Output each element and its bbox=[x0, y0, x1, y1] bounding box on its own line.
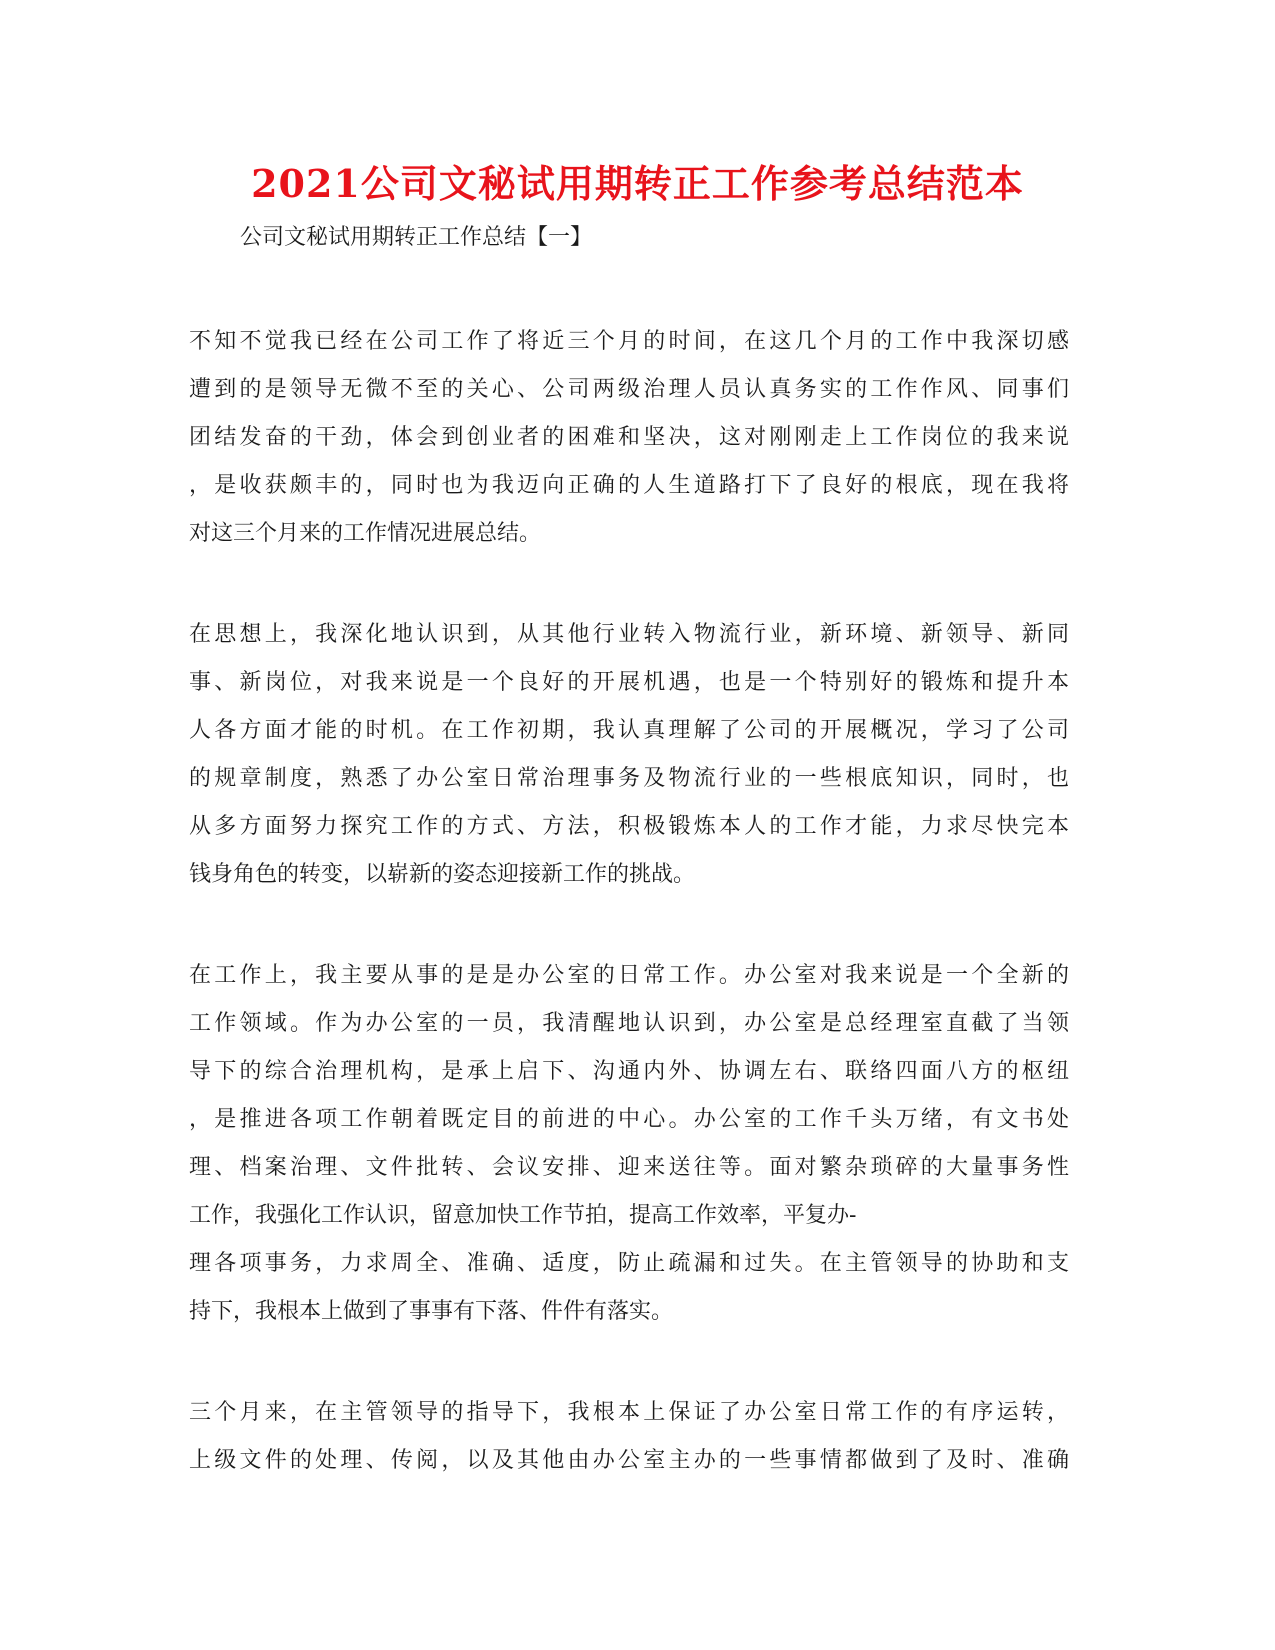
paragraph-line: 工作，我强化工作认识，留意加快工作节拍，提高工作效率，平复办- bbox=[189, 1203, 857, 1228]
document-title: 2021公司文秘试用期转正工作参考总结范本 bbox=[251, 161, 1024, 206]
paragraph-line: 对这三个月来的工作情况进展总结。 bbox=[189, 521, 542, 546]
paragraph-line: 在工作上，我主要从事的是是办公室的日常工作。办公室对我来说是一个全新的 bbox=[189, 963, 1069, 988]
paragraph-line: 事、新岗位，对我来说是一个良好的开展机遇，也是一个特别好的锻炼和提升本 bbox=[189, 670, 1069, 695]
paragraph-line: ，是收获颇丰的，同时也为我迈向正确的人生道路打下了良好的根底，现在我将 bbox=[189, 473, 1069, 498]
paragraph-line: 钱身角色的转变，以崭新的姿态迎接新工作的挑战。 bbox=[189, 862, 696, 887]
paragraph-line: 不知不觉我已经在公司工作了将近三个月的时间，在这几个月的工作中我深切感 bbox=[189, 329, 1069, 354]
paragraph-line: 遭到的是领导无微不至的关心、公司两级治理人员认真务实的工作作风、同事们 bbox=[189, 377, 1069, 402]
section-heading: 公司文秘试用期转正工作总结【一】 bbox=[240, 225, 593, 250]
paragraph-line: 从多方面努力探究工作的方式、方法，积极锻炼本人的工作才能，力求尽快完本 bbox=[189, 814, 1069, 839]
paragraph-line: 的规章制度，熟悉了办公室日常治理事务及物流行业的一些根底知识，同时，也 bbox=[189, 766, 1069, 791]
paragraph-line: 工作领域。作为办公室的一员，我清醒地认识到，办公室是总经理室直截了当领 bbox=[189, 1011, 1069, 1036]
paragraph-line: 理各项事务，力求周全、准确、适度，防止疏漏和过失。在主管领导的协助和支 bbox=[189, 1251, 1069, 1276]
paragraph-line: 团结发奋的干劲，体会到创业者的困难和坚决，这对刚刚走上工作岗位的我来说 bbox=[189, 425, 1069, 450]
paragraph-line: 三个月来，在主管领导的指导下，我根本上保证了办公室日常工作的有序运转， bbox=[189, 1400, 1069, 1425]
paragraph-line: 上级文件的处理、传阅，以及其他由办公室主办的一些事情都做到了及时、准确 bbox=[189, 1448, 1069, 1473]
paragraph-line: 人各方面才能的时机。在工作初期，我认真理解了公司的开展概况，学习了公司 bbox=[189, 718, 1069, 743]
paragraph-line: 导下的综合治理机构，是承上启下、沟通内外、协调左右、联络四面八方的枢纽 bbox=[189, 1059, 1069, 1084]
paragraph-line: 持下，我根本上做到了事事有下落、件件有落实。 bbox=[189, 1299, 674, 1324]
paragraph-line: 理、档案治理、文件批转、会议安排、迎来送往等。面对繁杂琐碎的大量事务性 bbox=[189, 1155, 1069, 1180]
paragraph-line: ，是推进各项工作朝着既定目的前进的中心。办公室的工作千头万绪，有文书处 bbox=[189, 1107, 1069, 1132]
paragraph-line: 在思想上，我深化地认识到，从其他行业转入物流行业，新环境、新领导、新同 bbox=[189, 622, 1069, 647]
